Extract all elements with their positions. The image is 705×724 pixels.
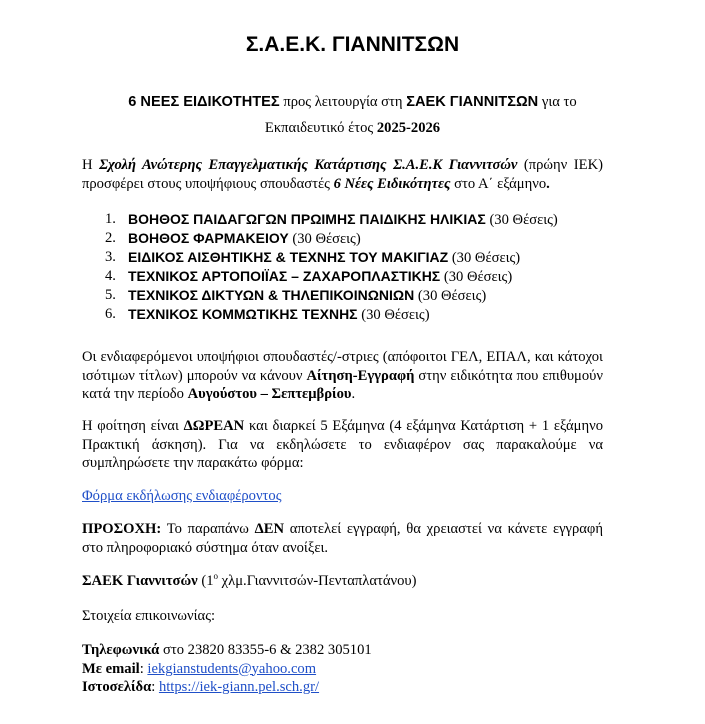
- notice-text: Το παραπάνω: [161, 521, 255, 537]
- intro-text: Η: [82, 157, 100, 173]
- subtitle-year: 2025-2026: [376, 120, 441, 136]
- subtitle-text-3: Εκπαιδευτικό έτος: [264, 120, 377, 136]
- notice-label: ΠΡΟΣΟΧΗ:: [82, 521, 162, 537]
- email-line: [82, 660, 603, 679]
- contact-details: [82, 641, 603, 697]
- email-separator: :: [139, 660, 148, 677]
- specialty-number: 4.: [105, 268, 116, 284]
- email-link[interactable]: iekgianstudents@yahoo.com: [147, 660, 317, 677]
- form-link-paragraph: [82, 487, 603, 506]
- specialties-list: [82, 210, 603, 324]
- phone-numbers: στο 23820 83355-6 & 2382 305101: [159, 642, 372, 658]
- free-label: ΔΩΡΕΑΝ: [183, 418, 245, 434]
- specialty-item: [82, 305, 603, 324]
- intro-text: στο Α΄ εξάμηνο: [450, 175, 547, 192]
- document-title: Σ.Α.Ε.Κ. ΓΙΑΝΝΙΤΣΩΝ: [245, 33, 460, 56]
- interest-text: .: [351, 386, 356, 402]
- subtitle-text-1: προς λειτουργία στη: [279, 94, 407, 110]
- specialty-item: [82, 248, 603, 267]
- specialty-seats: (30 Θέσεις): [357, 307, 430, 323]
- specialty-seats: (30 Θέσεις): [440, 269, 513, 285]
- address-text: (1: [197, 573, 214, 589]
- application-period: Αυγούστου – Σεπτεμβρίου: [187, 386, 352, 402]
- website-label: Ιστοσελίδα: [82, 679, 152, 695]
- specialty-name: ΒΟΗΘΟΣ ΠΑΙΔΑΓΩΓΩΝ ΠΡΩΙΜΗΣ ΠΑΙΔΙΚΗΣ ΗΛΙΚΙΑΣ: [128, 211, 486, 227]
- subtitle: [100, 89, 605, 141]
- specialty-item: [82, 286, 603, 305]
- specialty-item: [82, 229, 603, 248]
- notice-text: αποτελεί εγγραφή, θα χρειαστεί να κάνετε εγγραφή στο πληροφοριακό σύστημα όταν ανοίξει.: [82, 521, 603, 556]
- notice-not: ΔΕΝ: [254, 521, 285, 537]
- intro-new-specialties: 6 Νέες Ειδικότητες: [333, 175, 451, 192]
- contact-heading: Στοιχεία επικοινωνίας:: [82, 608, 216, 624]
- specialty-name: ΕΙΔΙΚΟΣ ΑΙΣΘΗΤΙΚΗΣ & ΤΕΧΝΗΣ ΤΟΥ ΜΑΚΙΓΙΑΖ: [128, 249, 449, 265]
- specialty-number: 3.: [105, 249, 116, 265]
- specialty-seats: (30 Θέσεις): [288, 231, 361, 247]
- school-name: ΣΑΕΚ Γιαννιτσών: [82, 573, 198, 589]
- intro-text: (πρώην ΙΕΚ) προσφέρει στους υποψήφιους σπουδαστές: [82, 157, 603, 192]
- subtitle-text-2: για το: [538, 94, 577, 110]
- email-label: Με email: [82, 660, 140, 677]
- interest-text: στην ειδικότητα που επιθυμούν κατά την περίοδο: [82, 367, 603, 402]
- interest-paragraph: [82, 348, 603, 404]
- free-tuition-paragraph: [82, 417, 603, 473]
- website-separator: :: [151, 679, 159, 695]
- subtitle-school-name: ΣΑΕΚ ΓΙΑΝΝΙΤΣΩΝ: [406, 94, 539, 110]
- intro-paragraph: [82, 156, 603, 193]
- specialty-seats: (30 Θέσεις): [485, 212, 558, 228]
- specialty-name: ΤΕΧΝΙΚΟΣ ΚΟΜΜΩΤΙΚΗΣ ΤΕΧΝΗΣ: [128, 306, 358, 322]
- specialty-name: ΤΕΧΝΙΚΟΣ ΔΙΚΤΥΩΝ & ΤΗΛΕΠΙΚΟΙΝΩΝΙΩΝ: [128, 287, 415, 303]
- phone-line: [82, 641, 603, 660]
- application-registration: Αίτηση-Εγγραφή: [306, 367, 415, 384]
- interest-text: Οι ενδιαφερόμενοι υποψήφιοι σπουδαστές/-στριες (απόφοιτοι ΓΕΛ, ΕΠΑΛ, και κάτοχοι ισότιμων τίτλων) μπορούν να κάνουν: [82, 349, 603, 384]
- website-link[interactable]: https://iek-giann.pel.sch.gr/: [158, 679, 320, 695]
- subtitle-new-specialties: 6 ΝΕΕΣ ΕΙΔΙΚΟΤΗΤΕΣ: [128, 94, 280, 110]
- specialty-number: 1.: [105, 211, 116, 227]
- phone-label: Τηλεφωνικά: [82, 642, 160, 658]
- school-address: [82, 572, 603, 591]
- specialty-name: ΒΟΗΘΟΣ ΦΑΡΜΑΚΕΙΟΥ: [128, 230, 289, 246]
- specialty-number: 6.: [105, 306, 116, 322]
- website-line: [82, 678, 603, 697]
- specialty-item: [82, 210, 603, 229]
- interest-form-link[interactable]: Φόρμα εκδήλωσης ενδιαφέροντος: [82, 488, 282, 504]
- specialty-seats: (30 Θέσεις): [414, 288, 487, 304]
- specialty-name: ΤΕΧΝΙΚΟΣ ΑΡΤΟΠΟΙΪΑΣ – ΖΑΧΑΡΟΠΛΑΣΤΙΚΗΣ: [128, 268, 441, 284]
- notice-paragraph: [82, 520, 603, 557]
- specialty-number: 5.: [105, 287, 116, 303]
- intro-period: .: [546, 175, 550, 192]
- specialty-number: 2.: [105, 230, 116, 246]
- specialty-item: [82, 267, 603, 286]
- address-superscript: ο: [213, 571, 219, 582]
- specialty-seats: (30 Θέσεις): [448, 250, 521, 266]
- free-text: Η φοίτηση είναι: [82, 418, 184, 434]
- address-text: χλμ.Γιαννιτσών-Πενταπλατάνου): [218, 573, 417, 589]
- intro-school-full-name: Σχολή Ανώτερης Επαγγελματικής Κατάρτισης Σ.Α.Ε.Κ Γιαννιτσών: [99, 157, 518, 173]
- free-text: και διαρκεί 5 Εξάμηνα (4 εξάμηνα Κατάρτιση + 1 εξάμηνο Πρακτική άσκηση). Για να εκδηλώσετε το ενδιαφέρον σας παρακαλούμε να συμπληρώσετε την παρακάτω φόρμα:: [82, 418, 603, 471]
